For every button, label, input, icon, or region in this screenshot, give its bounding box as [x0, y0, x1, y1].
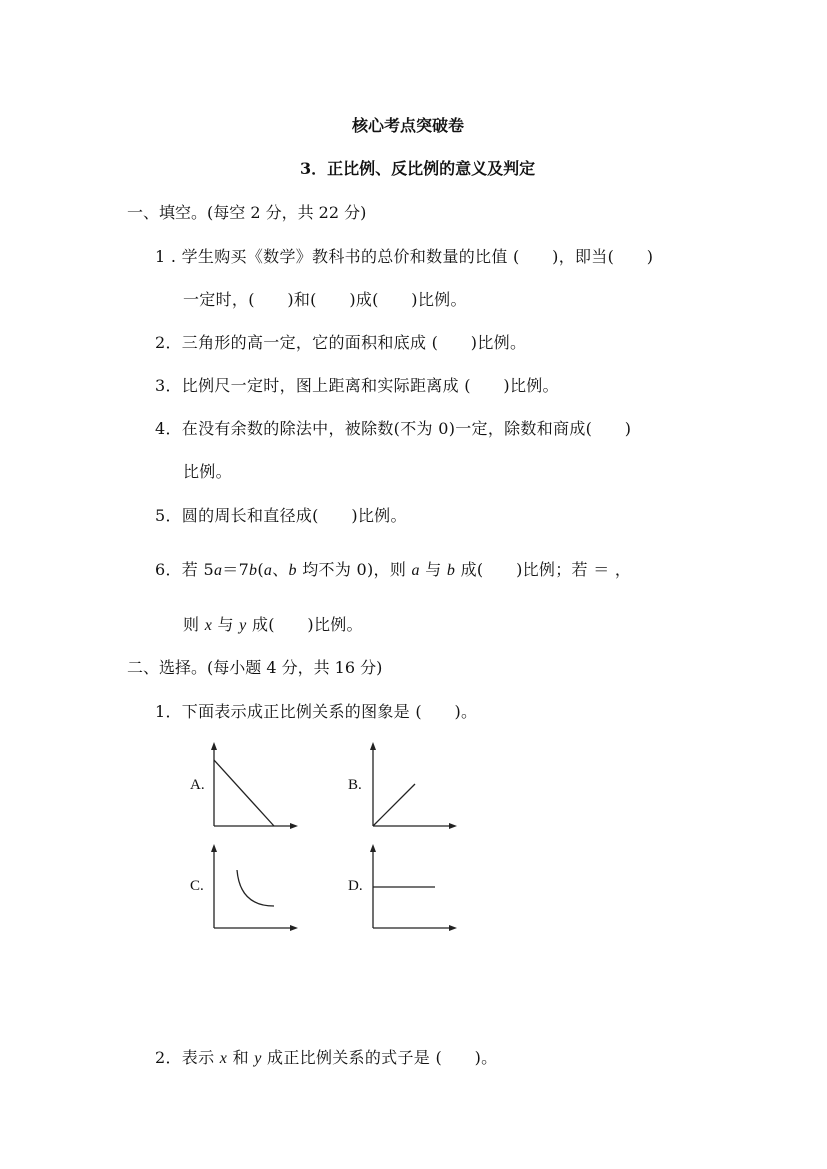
q2-2-var-y: y: [254, 1050, 262, 1067]
question-2-1: 1．下面表示成正比例关系的图象是 ( )。: [155, 702, 478, 721]
q6-var-a: a: [263, 562, 273, 579]
question-1-1-line-1: 1 . 学生购买《数学》教科书的总价和数量的比值 ( )，即当( ): [155, 247, 654, 266]
option-a-label: A.: [190, 777, 205, 793]
increasing-line: [373, 784, 415, 826]
question-2-2: [155, 1045, 497, 1068]
decreasing-line: [214, 760, 274, 826]
q6-text-rest: 成( )比例；若 ＝ ，: [455, 560, 632, 579]
q2-2-mid: 和: [227, 1048, 255, 1067]
q6-line2-post: 成( )比例。: [246, 615, 363, 634]
q6-var-b: b: [249, 562, 258, 579]
question-1-6-line-2: [183, 612, 363, 635]
x-axis-arrow: [290, 925, 298, 931]
q6-text-eq: ＝7: [222, 560, 250, 579]
hyperbola-curve: [237, 870, 274, 906]
section-1-heading: 一、填空。(每空 2 分，共 22 分): [127, 203, 367, 222]
question-1-3: 3．比例尺一定时，图上距离和实际距离成 ( )比例。: [155, 376, 559, 395]
q6-var-b: b: [288, 562, 297, 579]
x-axis-arrow: [290, 823, 298, 829]
section-2-heading: 二、选择。(每小题 4 分，共 16 分): [127, 658, 383, 677]
y-axis-arrow: [370, 742, 376, 750]
question-1-5: 5．圆的周长和直径成( )比例。: [155, 506, 407, 525]
option-b-graph: [364, 738, 464, 833]
q6-text-yu: 与: [419, 560, 447, 579]
q6-text-cond: 均不为 0)，则: [296, 560, 412, 579]
option-d-label: D.: [348, 878, 363, 894]
y-axis-arrow: [370, 844, 376, 852]
y-axis-arrow: [211, 742, 217, 750]
q6-text-paren: (: [257, 560, 264, 579]
question-1-2: 2．三角形的高一定，它的面积和底成 ( )比例。: [155, 333, 527, 352]
option-b-label: B.: [348, 777, 362, 793]
q2-2-pre: 2．表示: [155, 1048, 220, 1067]
question-1-1-line-2: 一定时，( )和( )成( )比例。: [183, 290, 467, 309]
q6-text-num: 6．若 5: [155, 560, 214, 579]
option-c-label: C.: [190, 878, 204, 894]
option-a-graph: [205, 738, 305, 833]
q6-var-a: a: [213, 562, 223, 579]
q6-var-y: y: [239, 617, 247, 634]
q6-line2-yu: 与: [212, 615, 240, 634]
option-d-graph: [364, 840, 464, 935]
q6-var-b: b: [446, 562, 456, 579]
page-subtitle: 3．正比例、反比例的意义及判定: [300, 159, 536, 178]
x-axis-arrow: [449, 925, 457, 931]
option-c-graph: [205, 840, 305, 935]
x-axis-arrow: [449, 823, 457, 829]
q6-text-sep: 、: [272, 560, 289, 579]
q6-var-a: a: [411, 562, 420, 579]
question-1-4-line-2: 比例。: [183, 462, 232, 481]
y-axis-arrow: [211, 844, 217, 852]
q6-var-x: x: [204, 617, 213, 634]
question-1-6-line-1: [155, 557, 631, 580]
q6-line2-pre: 则: [183, 615, 205, 634]
question-1-4-line-1: 4．在没有余数的除法中，被除数(不为 0)一定，除数和商成( ): [155, 419, 632, 438]
page-title: 核心考点突破卷: [352, 116, 465, 135]
q2-2-post: 成正比例关系的式子是 ( )。: [261, 1048, 498, 1067]
q2-2-var-x: x: [219, 1050, 228, 1067]
